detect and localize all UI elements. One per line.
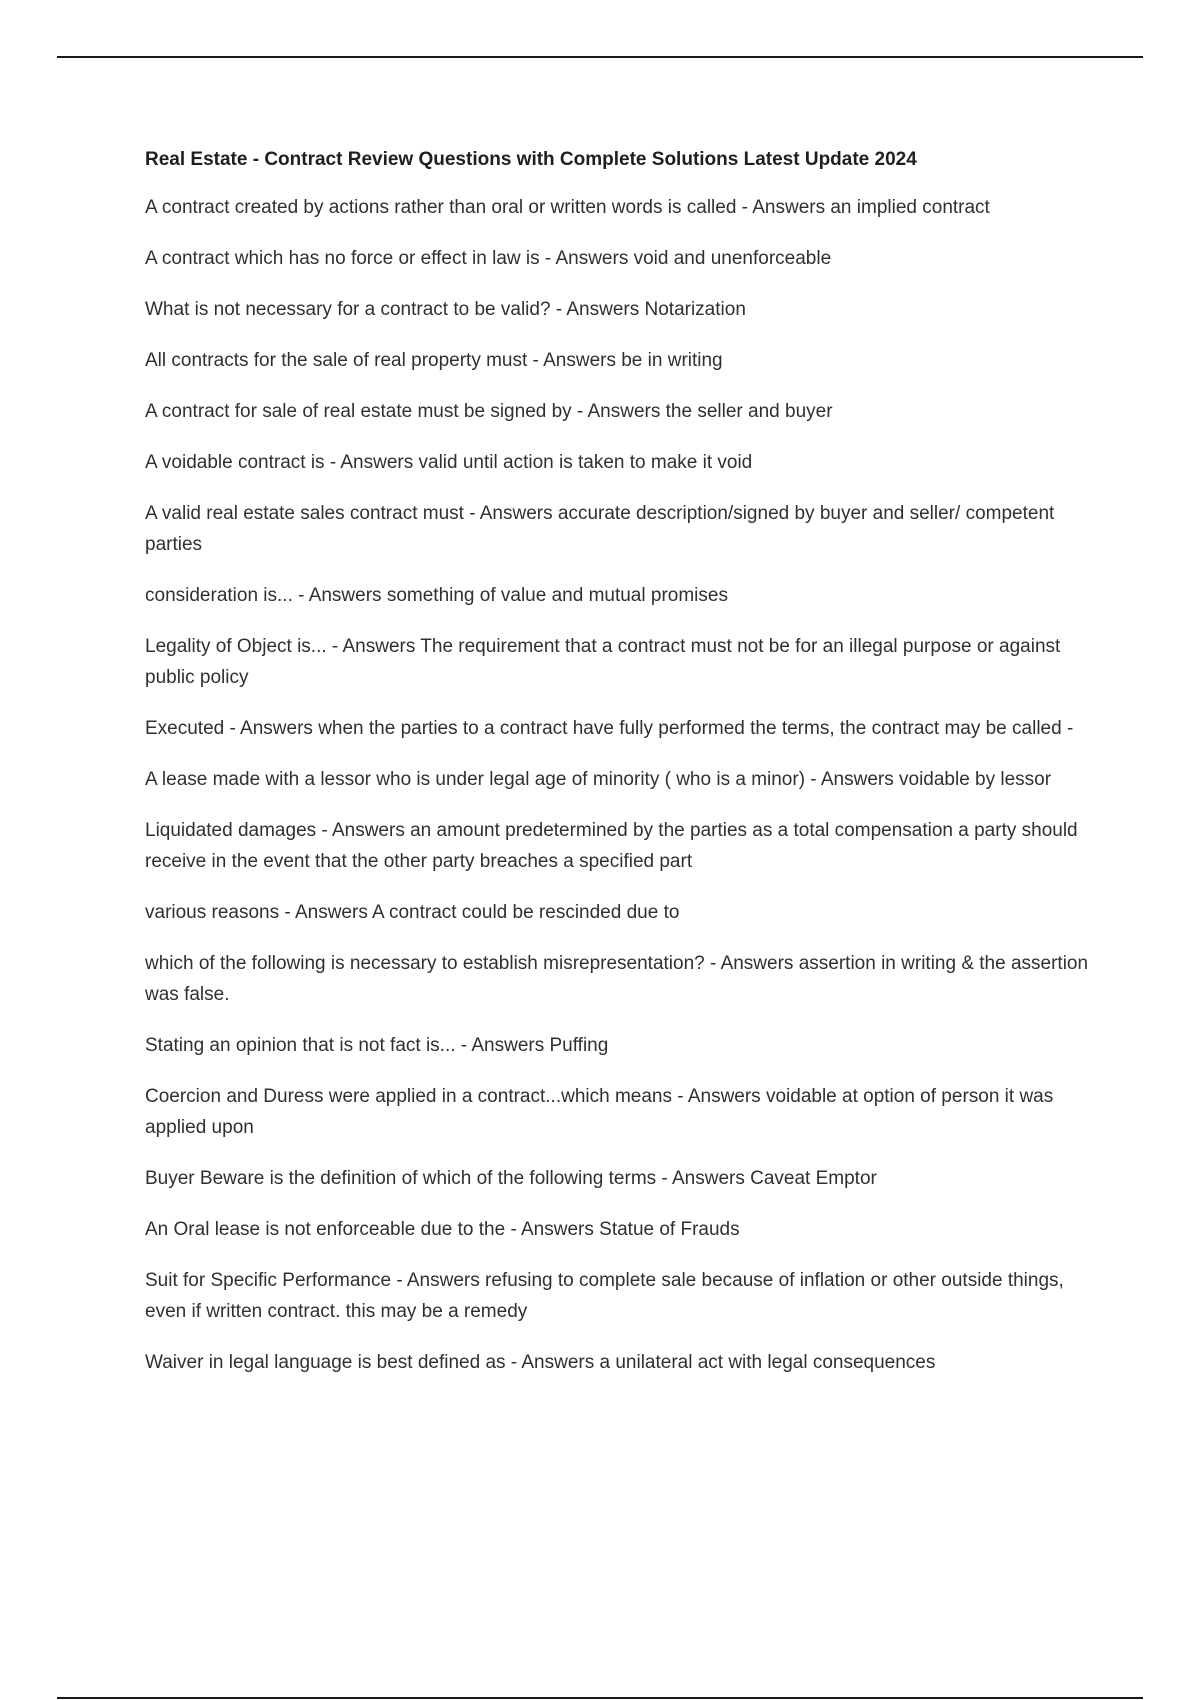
qa-item: A valid real estate sales contract must - Answers accurate description/signed by buyer and seller/ competent parties — [145, 503, 1055, 555]
qa-item: consideration is... - Answers something of value and mutual promises — [145, 585, 728, 606]
qa-item: Buyer Beware is the definition of which of the following terms - Answers Caveat Emptor — [145, 1168, 877, 1189]
qa-item: A contract for sale of real estate must be signed by - Answers the seller and buyer — [145, 401, 833, 422]
qa-item: Waiver in legal language is best defined as - Answers a unilateral act with legal consequences — [145, 1352, 936, 1373]
qa-item: An Oral lease is not enforceable due to the - Answers Statue of Frauds — [145, 1219, 740, 1240]
qa-list — [145, 192, 1090, 1378]
qa-item: A lease made with a lessor who is under legal age of minority ( who is a minor) - Answers voidable by lessor — [145, 769, 1052, 790]
qa-item: A contract which has no force or effect in law is - Answers void and unenforceable — [145, 248, 832, 269]
qa-item: All contracts for the sale of real property must - Answers be in writing — [145, 350, 723, 371]
qa-item: Coercion and Duress were applied in a contract...which means - Answers voidable at option of person it was applied upon — [145, 1086, 1054, 1138]
qa-item: Stating an opinion that is not fact is... - Answers Puffing — [145, 1035, 609, 1056]
qa-item: A voidable contract is - Answers valid until action is taken to make it void — [145, 452, 753, 473]
top-rule — [57, 56, 1143, 58]
qa-item: Legality of Object is... - Answers The requirement that a contract must not be for an illegal purpose or against public policy — [145, 636, 1061, 688]
qa-item: Suit for Specific Performance - Answers refusing to complete sale because of inflation or other outside things, even if written contract. this may be a remedy — [145, 1270, 1064, 1322]
bottom-rule — [57, 1697, 1143, 1699]
qa-item: Executed - Answers when the parties to a contract have fully performed the terms, the contract may be called - — [145, 718, 1074, 739]
qa-item: What is not necessary for a contract to be valid? - Answers Notarization — [145, 299, 746, 320]
qa-item: Liquidated damages - Answers an amount predetermined by the parties as a total compensation a party should receive in the event that the other party breaches a specified part — [145, 820, 1078, 872]
document-body — [145, 146, 1090, 1398]
qa-item: various reasons - Answers A contract could be rescinded due to — [145, 902, 680, 923]
document-title: Real Estate - Contract Review Questions with Complete Solutions Latest Update 2024 — [145, 149, 917, 170]
qa-item: which of the following is necessary to establish misrepresentation? - Answers assertion in writing & the assertion was false. — [145, 953, 1089, 1005]
qa-item: A contract created by actions rather than oral or written words is called - Answers an implied contract — [145, 197, 990, 218]
